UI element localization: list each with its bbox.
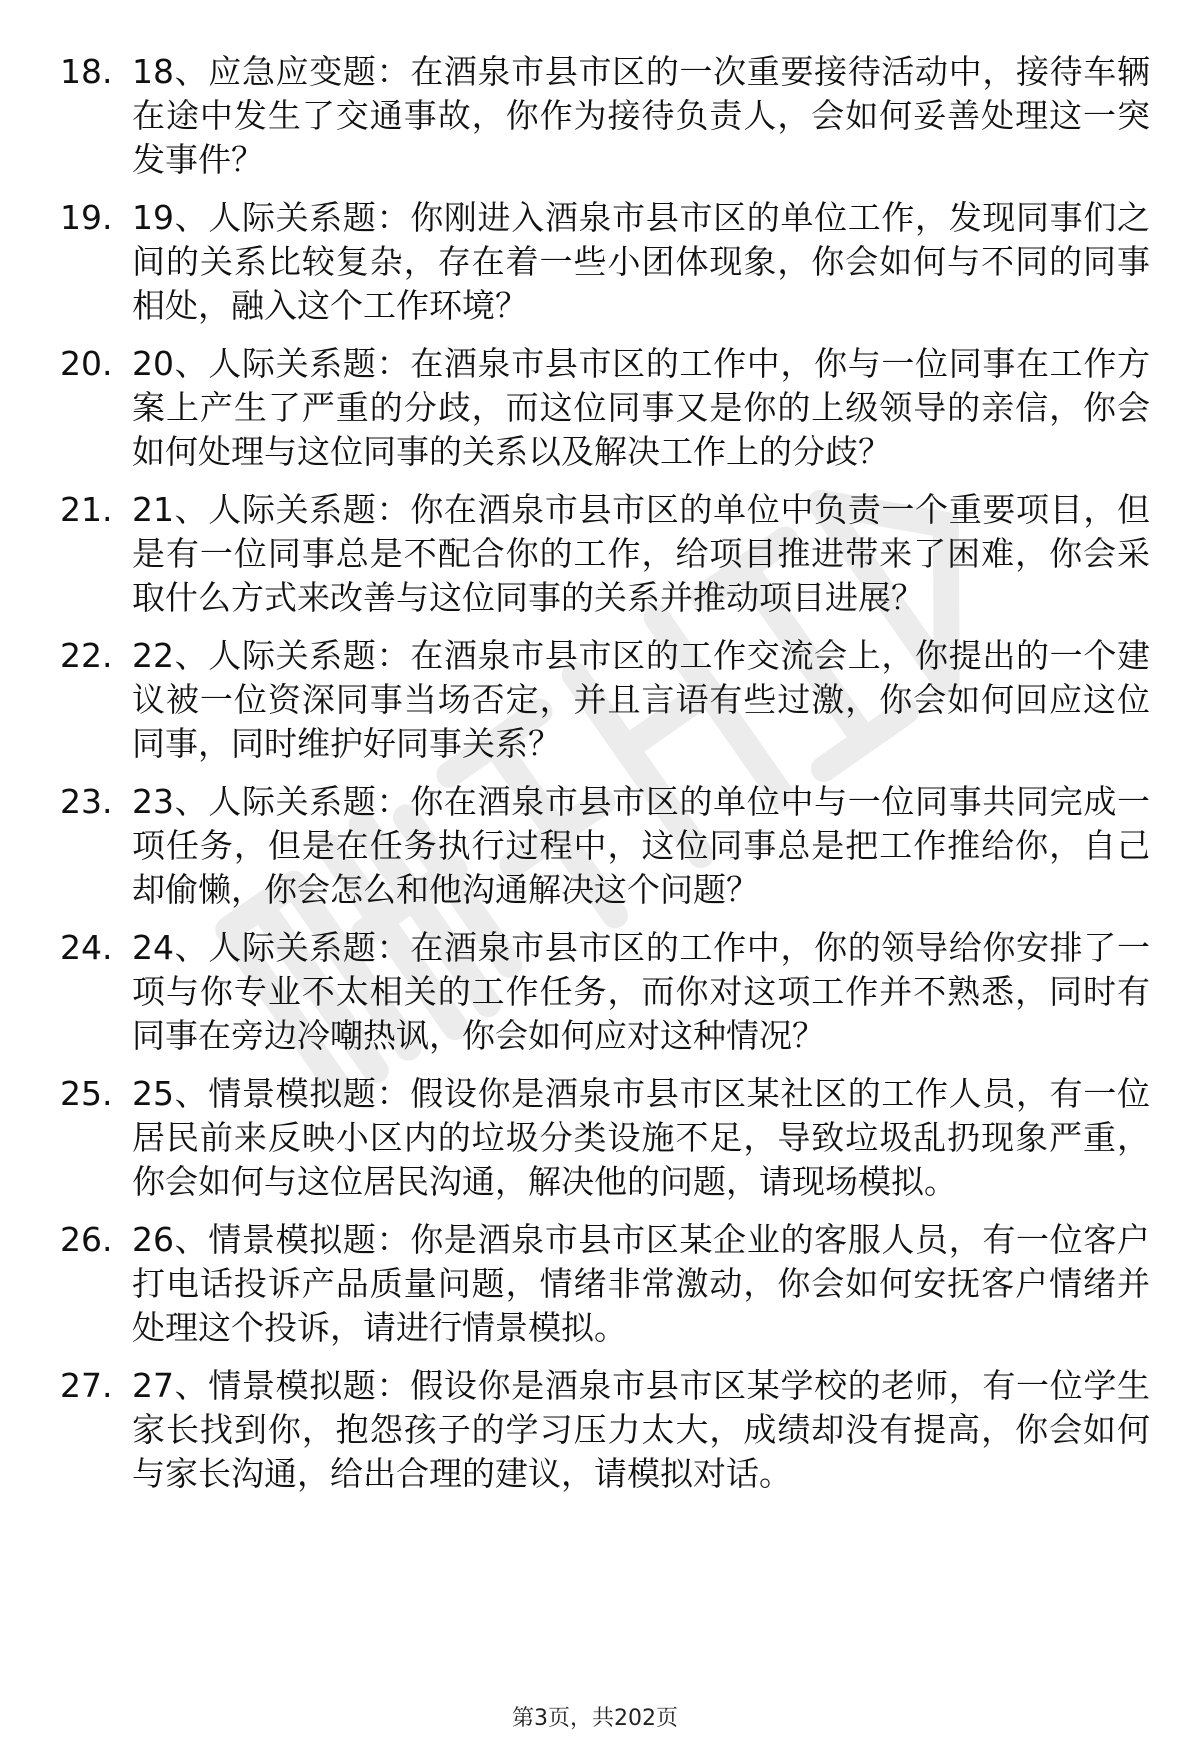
question-item xyxy=(60,634,1150,766)
question-item xyxy=(60,488,1150,620)
question-text: 20、人际关系题：在酒泉市县市区的工作中，你与一位同事在工作方案上产生了严重的分歧，而这位同事又是你的上级领导的亲信，你会如何处理与这位同事的关系以及解决工作上的分歧？ xyxy=(132,344,1150,471)
question-number: 27. xyxy=(60,1366,113,1405)
question-text: 23、人际关系题：你在酒泉市县市区的单位中与一位同事共同完成一项任务，但是在任务执行过程中，这位同事总是把工作推给你，自己却偷懒，你会怎么和他沟通解决这个问题？ xyxy=(132,782,1150,909)
question-number: 23. xyxy=(60,782,113,821)
question-text: 26、情景模拟题：你是酒泉市县市区某企业的客服人员，有一位客户打电话投诉产品质量问题，情绪非常激动，你会如何安抚客户情绪并处理这个投诉，请进行情景模拟。 xyxy=(132,1220,1150,1347)
question-text: 19、人际关系题：你刚进入酒泉市县市区的单位工作，发现同事们之间的关系比较复杂，存在着一些小团体现象，你会如何与不同的同事相处，融入这个工作环境？ xyxy=(132,198,1150,325)
question-number: 24. xyxy=(60,928,113,967)
question-item xyxy=(60,1364,1150,1496)
question-number: 22. xyxy=(60,636,113,675)
question-number: 18. xyxy=(60,52,113,91)
question-item xyxy=(60,1072,1150,1204)
question-text: 27、情景模拟题：假设你是酒泉市县市区某学校的老师，有一位学生家长找到你，抱怨孩子的学习压力太大，成绩却没有提高，你会如何与家长沟通，给出合理的建议，请模拟对话。 xyxy=(132,1366,1150,1493)
question-list xyxy=(60,50,1150,1496)
question-item xyxy=(60,1218,1150,1350)
question-text: 18、应急应变题：在酒泉市县市区的一次重要接待活动中，接待车辆在途中发生了交通事故，你作为接待负责人，会如何妥善处理这一突发事件？ xyxy=(132,52,1150,179)
question-item xyxy=(60,342,1150,474)
question-number: 19. xyxy=(60,198,113,237)
question-text: 25、情景模拟题：假设你是酒泉市县市区某社区的工作人员，有一位居民前来反映小区内的垃圾分类设施不足，导致垃圾乱扔现象严重，你会如何与这位居民沟通，解决他的问题，请现场模拟。 xyxy=(132,1074,1150,1201)
question-number: 21. xyxy=(60,490,113,529)
question-item xyxy=(60,780,1150,912)
question-text: 21、人际关系题：你在酒泉市县市区的单位中负责一个重要项目，但是有一位同事总是不配合你的工作，给项目推进带来了困难，你会采取什么方式来改善与这位同事的关系并推动项目进展？ xyxy=(132,490,1150,617)
question-number: 25. xyxy=(60,1074,113,1113)
question-text: 24、人际关系题：在酒泉市县市区的工作中，你的领导给你安排了一项与你专业不太相关的工作任务，而你对这项工作并不熟悉，同时有同事在旁边冷嘲热讽，你会如何应对这种情况？ xyxy=(132,928,1150,1055)
question-number: 26. xyxy=(60,1220,113,1259)
question-number: 20. xyxy=(60,344,113,383)
question-item xyxy=(60,196,1150,328)
question-item xyxy=(60,926,1150,1058)
question-item xyxy=(60,50,1150,182)
page-footer: 第3页，共202页 xyxy=(512,1706,678,1731)
question-text: 22、人际关系题：在酒泉市县市区的工作交流会上，你提出的一个建议被一位资深同事当场否定，并且言语有些过激，你会如何回应这位同事，同时维护好同事关系？ xyxy=(132,636,1150,763)
